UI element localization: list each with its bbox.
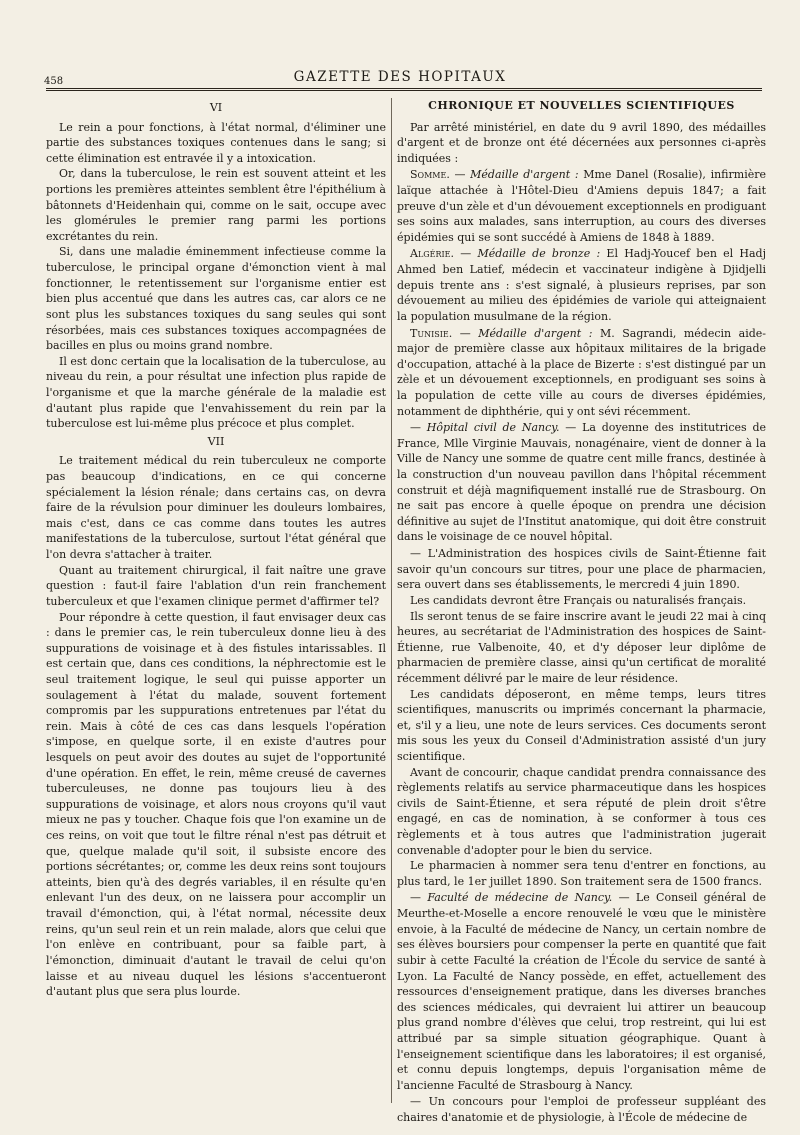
award-entry-tunisie: Tunisie. — Médaille d'argent : M. Sagrandi, médecin aide-major de première classe aux hôpitaux militaires de la brigade d'occupation, attaché à la place de Bizerte : s'est distingué par un zèle et un dévouement exceptionnels, en prodiguant ses soins à la population de cette ville au cours de diverses épidémies, notamment de diphthérie, qui y ont sévi récemment. bbox=[397, 326, 766, 418]
paragraph: Les candidats devront être Français ou naturalisés français. bbox=[410, 593, 747, 607]
medal-label: Médaille de bronze : bbox=[477, 247, 601, 261]
region-label: Somme. bbox=[410, 168, 450, 182]
news-title: Faculté de médecine de Nancy. bbox=[427, 891, 613, 905]
medal-label: Médaille d'argent : bbox=[470, 168, 579, 182]
page-title: GAZETTE DES HOPITAUX bbox=[293, 69, 507, 85]
paragraph: Avant de concourir, chaque candidat prendra connaissance des règlements relatifs au service pharmaceutique dans les hospices civils de Saint-Étienne, et sera réputé de plein droit s'être engagé, en cas de nomination, à se conformer à tous ces règlements et à tous autres que l'administration jugerait convenable d'adopter pour le bien du service. bbox=[397, 765, 766, 857]
news-title: Hôpital civil de Nancy. bbox=[426, 421, 560, 435]
section-number-vi: VI bbox=[209, 101, 223, 114]
region-label: Algérie. bbox=[410, 247, 455, 261]
award-text: El Hadj-Youcef ben el Hadj Ahmed ben Latief, médecin et vaccinateur indigène à Djidjelli depuis trente ans : s'est signalé, à plusieurs reprises, par son dévouement au milieu des épidémies de variole qui atteignaient la population musulmane de la région. bbox=[397, 247, 767, 323]
paragraph: Le rein a pour fonctions, à l'état normal, d'éliminer une partie des substances toxiques contenues dans le sang; si cette élimination est entravée il y a intoxication. bbox=[46, 120, 386, 165]
paragraph: Pour répondre à cette question, il faut envisager deux cas : dans le premier cas, le rein tuberculeux donne lieu à des suppurations de voisinage et à des fistules intarissables. Il est certain que, dans ces conditions, la néphrectomie est le seul traitement logique, le seul qui puisse apporter un soulagement à l'état du malade, souvent fortement compromis par les suppurations entretenues par l'état du rein. Mais à côté de ces cas dans lesquels l'opération s'impose, en quelque sorte, il en existe d'autres pour lesquels on peut avoir des doutes au sujet de l'opportunité d'une opération. En effet, le rein, même creusé de cavernes tuberculeuses, ne donne pas toujours lieu à des suppurations de voisinage, et alors nous croyons qu'il vaut mieux ne pas y toucher. Chaque fois que l'on examine un de ces reins, on voit que tout le filtre rénal n'est pas détruit et que, quelque malade qu'il soit, il subsiste encore des portions sécrétantes; or, comme les deux reins sont toujours atteints, bien qu'à des degrés variables, il en résulte qu'en enlevant l'un des deux, on ne laissera pour accomplir un travail d'émonction, qui, à l'état normal, nécessite deux reins, qu'un seul rein et un rein malade, alors que celui que l'on enlève en contribuant, pour sa faible part, à l'émonction, diminuait d'autant le travail de celui qu'on laisse et au niveau duquel les lésions s'accentueront d'autant plus que sera plus lourde. bbox=[46, 610, 386, 999]
news-text: Le Conseil général de Meurthe-et-Moselle a encore renouvelé le vœu que le ministère envoie, à la Faculté de médecine de Nancy, un certain nombre de ses élèves boursiers pour compenser la perte en quantité que fait subir à cette Faculté la création de l'École du service de santé à Lyon. La Faculté de Nancy possède, en effet, actuellement des ressources d'enseignement pratique, dans les diverses branches des sciences médicales, qui devraient lui attirer un beaucoup plus grand nombre d'élèves que celui, trop restreint, qui lui est attribué par sa simple situation géographique. Quant à l'enseignement scientifique dans les laboratoires; il est organisé, et connu depuis longtemps, depuis l'organisation même de l'ancienne Faculté de Strasbourg à Nancy. bbox=[397, 891, 767, 1092]
paragraph: Il est donc certain que la localisation de la tuberculose, au niveau du rein, a pour résultat une infection plus rapide de l'organisme et que la marche générale de la maladie est d'autant plus rapide que l'envahissement du rein par la tuberculose est lui-même plus précoce et plus complet. bbox=[46, 354, 386, 431]
region-label: Tunisie. bbox=[410, 326, 453, 340]
paragraph: — L'Administration des hospices civils de Saint-Étienne fait savoir qu'un concours sur titres, pour une place de pharmacien, sera ouvert dans ses établissements, le mercredi 4 juin 1890. bbox=[397, 547, 766, 592]
medal-label: Médaille d'argent : bbox=[478, 326, 593, 340]
paragraph: Ils seront tenus de se faire inscrire avant le jeudi 22 mai à cinq heures, au secrétariat de l'Administration des hospices de Saint-Étienne, rue Valbenoite, 40, et d'y déposer leur diplôme de pharmacien de première classe, ainsi qu'un certificat de moralité récemment délivré par le maire de leur résidence. bbox=[397, 609, 766, 685]
paragraph: Si, dans une maladie éminemment infectieuse comme la tuberculose, le principal organe d'émonction vient à mal fonctionner, le retentissement sur l'organisme entier est bien plus accentué que dans les autres cas, car alors ce ne sont plus les substances toxiques du sang seules qui sont résorbées, mais ces substances toxiques accompagnées de bacilles en plus ou moins grand nombre. bbox=[46, 245, 386, 353]
paragraph: Quant au traitement chirurgical, il fait naître une grave question : faut-il faire l'ablation d'un rein franchement tuberculeux et que l'examen clinique permet d'affirmer tel? bbox=[46, 563, 386, 608]
news-item-nancy-faculty: — Faculté de médecine de Nancy. — Le Conseil général de Meurthe-et-Moselle a encore renouvelé le vœu que le ministère envoie, à la Faculté de médecine de Nancy, un certain nombre de ses élèves boursiers pour compenser la perte en quantité que fait subir à cette Faculté la création de l'École du service de santé à Lyon. La Faculté de Nancy possède, en effet, actuellement des ressources d'enseignement pratique, dans les diverses branches des sciences médicales, qui devraient lui attirer un beaucoup plus grand nombre d'élèves que celui, trop restreint, qui lui est attribué par sa simple situation géographique. Quant à l'enseignement scientifique dans les laboratoires; il est organisé, et connu depuis longtemps, depuis l'organisation même de l'ancienne Faculté de Strasbourg à Nancy. bbox=[397, 891, 767, 1092]
column-divider bbox=[391, 98, 392, 1103]
paragraph: Par arrêté ministériel, en date du 9 avril 1890, des médailles d'argent et de bronze ont été décernées aux personnes ci-après indiquées : bbox=[397, 120, 766, 165]
chronique-heading: CHRONIQUE ET NOUVELLES SCIENTIFIQUES bbox=[428, 99, 735, 112]
paragraph: Le pharmacien à nommer sera tenu d'entrer en fonctions, au plus tard, le 1er juillet 1890. Son traitement sera de 1500 francs. bbox=[397, 859, 766, 888]
award-entry-somme: Somme. — Médaille d'argent : Mme Danel (Rosalie), infirmière laïque attachée à l'Hôtel-Dieu d'Amiens depuis 1847; a fait preuve d'un zèle et d'un dévouement exceptionnels en prodiguant ses soins aux malades, sans interruption, au cours des diverses épidémies qui se sont succédé à Amiens de 1848 à 1889. bbox=[397, 168, 766, 244]
award-text: Mme Danel (Rosalie), infirmière laïque attachée à l'Hôtel-Dieu d'Amiens depuis 1847; a fait preuve d'un zèle et d'un dévouement exceptionnels en prodiguant ses soins aux malades, sans interruption, au cours des diverses épidémies qui se sont succédé à Amiens de 1848 à 1889. bbox=[397, 168, 766, 244]
award-text: M. Sagrandi, médecin aide-major de première classe aux hôpitaux militaires de la brigade d'occupation, attaché à la place de Bizerte : s'est distingué par un zèle et un dévouement exceptionnels, en prodiguant ses soins à la population de cette ville au cours de diverses épidémies, notamment de diphthérie, qui y ont sévi récemment. bbox=[397, 326, 766, 418]
paragraph: Le traitement médical du rein tuberculeux ne comporte pas beaucoup d'indications, en ce qui concerne spécialement la lésion rénale; dans certains cas, on devra faire de la révulsion pour diminuer les douleurs lombaires, mais c'est, dans ce cas comme dans toutes les autres manifestations de la tuberculose, surtout l'état général que l'on devra s'attacher à traiter. bbox=[46, 454, 386, 562]
paragraph: Les candidats déposeront, en même temps, leurs titres scientifiques, manuscrits ou imprimés concernant la pharmacie, et, s'il y a lieu, une note de leurs services. Ces documents seront mis sous les yeux du Conseil d'Administration assisté d'un jury scientifique. bbox=[397, 687, 766, 763]
paragraph: — Un concours pour l'emploi de professeur suppléant des chaires d'anatomie et de physiologie, à l'École de médecine de bbox=[397, 1095, 766, 1124]
right-column bbox=[397, 98, 767, 1124]
news-text: La doyenne des institutrices de France, Mlle Virginie Mauvais, nonagénaire, vient de donner à la Ville de Nancy une somme de quatre cent mille francs, destinée à la construction d'un nouveau pavillon dans l'hôpital récemment construit et déjà magnifiquement installé rue de Strasbourg. On ne sait pas encore à quelle époque on prendra une décision définitive au sujet de l'Institut anatomique, qui doit être construit dans le voisinage de ce nouvel hôpital. bbox=[397, 421, 767, 544]
paragraph: Or, dans la tuberculose, le rein est souvent atteint et les portions les premières atteintes semblent être l'épithélium à bâtonnets d'Heidenhain qui, comme on le sait, occupe avec les glomérules le premier rang parmi les portions excrétantes du rein. bbox=[46, 167, 386, 243]
section-number-vii: VII bbox=[207, 434, 225, 448]
header-rule bbox=[46, 88, 762, 91]
left-column bbox=[46, 98, 386, 1108]
news-item-nancy-hospital: — Hôpital civil de Nancy. — La doyenne des institutrices de France, Mlle Virginie Mauvais, nonagénaire, vient de donner à la Ville de Nancy une somme de quatre cent mille francs, destinée à la construction d'un nouveau pavillon dans l'hôpital récemment construit et déjà magnifiquement installé rue de Strasbourg. On ne sait pas encore à quelle époque on prendra une décision définitive au sujet de l'Institut anatomique, qui doit être construit dans le voisinage de ce nouvel hôpital. bbox=[397, 421, 767, 544]
award-entry-algerie: Algérie. — Médaille de bronze : El Hadj-Youcef ben el Hadj Ahmed ben Latief, médecin et vaccinateur indigène à Djidjelli depuis trente ans : s'est signalé, à plusieurs reprises, par son dévouement au milieu des épidémies de variole qui atteignaient la population musulmane de la région. bbox=[397, 247, 767, 323]
page-number: 458 bbox=[44, 76, 64, 87]
